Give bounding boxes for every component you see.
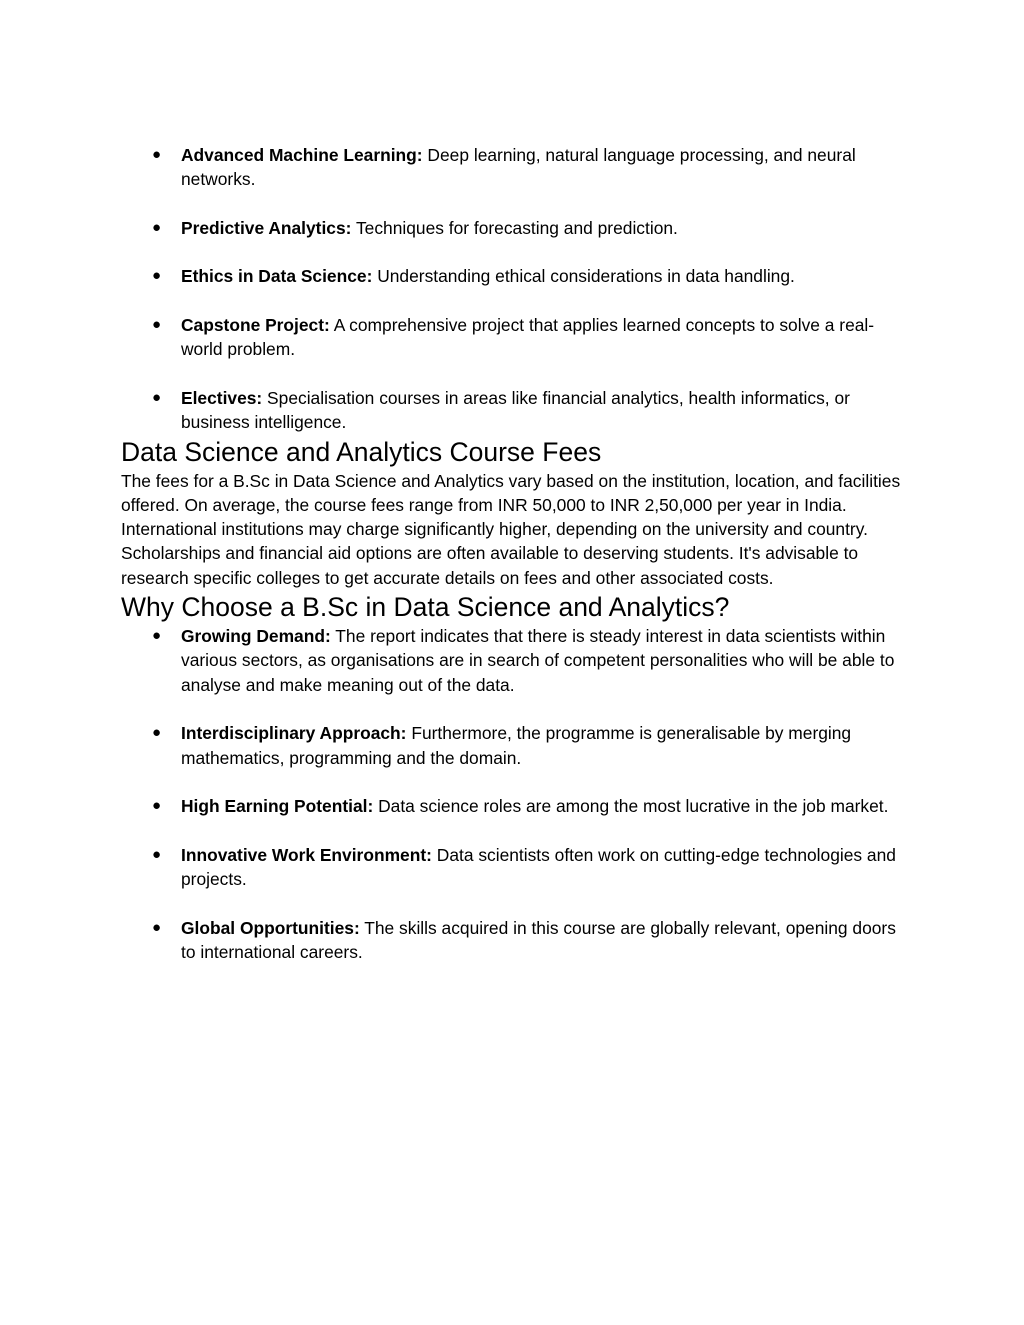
- list-item-text: Furthermore, the programme is generalisable by merging mathematics, programming and the domain.: [181, 723, 852, 768]
- list-item-term: Advanced Machine Learning:: [181, 145, 423, 165]
- list-item-text: Deep learning, natural language processing, and neural networks.: [181, 145, 856, 190]
- bullet-icon: ●: [152, 845, 162, 863]
- list-item: [121, 916, 911, 965]
- bullet-icon: ●: [152, 724, 162, 742]
- list-item: [121, 843, 911, 892]
- list-item: [121, 721, 911, 770]
- scholarship-paragraph: Scholarships and financial aid options are often available to deserving students. It's advisable to research specific colleges to get accurate details on fees and other associated costs.: [121, 543, 859, 588]
- document-page: [121, 143, 911, 964]
- list-item: [121, 313, 911, 362]
- list-item: [121, 264, 911, 288]
- list-item-text: Understanding ethical considerations in data handling.: [372, 266, 795, 287]
- list-item: [121, 216, 911, 240]
- list-item-term: Innovative Work Environment:: [181, 844, 432, 865]
- list-item-text: Techniques for forecasting and prediction.: [351, 217, 678, 238]
- list-item-term: Global Opportunities:: [181, 917, 360, 938]
- list-item-term: Predictive Analytics:: [181, 217, 352, 238]
- list-item: [121, 386, 911, 435]
- list-item-term: Capstone Project:: [181, 315, 330, 336]
- fees-paragraph: The fees for a B.Sc in Data Science and Analytics vary based on the institution, location, and facilities offered. On average, the course fees range from INR 50,000 to INR 2,50,000 per year in India. International institutions may charge significantly higher, depending on the university and country.: [121, 470, 901, 540]
- list-item-text: Data scientists often work on cutting-edge technologies and projects.: [181, 844, 896, 890]
- list-item-text: A comprehensive project that applies learned concepts to solve a real-world problem.: [181, 315, 875, 360]
- curriculum-list: [121, 143, 911, 435]
- list-item-term: Growing Demand:: [181, 626, 331, 647]
- bullet-icon: ●: [152, 267, 162, 285]
- bullet-icon: ●: [152, 316, 162, 334]
- why-section-title: Why Choose a B.Sc in Data Science and Analytics?: [121, 592, 730, 623]
- list-item: [121, 794, 911, 818]
- list-item: [121, 624, 911, 697]
- list-item-text: The report indicates that there is steady interest in data scientists within various sectors, as organisations are in search of competent personalities who will be able to analyse and make meaning out of the data.: [181, 626, 895, 695]
- bullet-icon: ●: [152, 146, 162, 163]
- list-item-term: Electives:: [181, 387, 263, 408]
- bullet-icon: ●: [152, 797, 162, 815]
- bullet-icon: ●: [152, 388, 162, 406]
- bullet-icon: ●: [152, 918, 162, 936]
- list-item-text: Data science roles are among the most lucrative in the job market.: [373, 796, 889, 817]
- list-item-term: High Earning Potential:: [181, 796, 374, 817]
- list-item-text: The skills acquired in this course are globally relevant, opening doors to international careers.: [181, 917, 896, 962]
- why-list: [121, 624, 911, 964]
- bullet-icon: ●: [152, 218, 162, 236]
- bullet-icon: ●: [152, 627, 162, 645]
- fees-section-title: Data Science and Analytics Course Fees: [121, 436, 602, 467]
- list-item-text: Specialisation courses in areas like financial analytics, health informatics, or business intelligence.: [181, 387, 850, 433]
- list-item-term: Interdisciplinary Approach:: [181, 723, 407, 744]
- list-item: [121, 143, 911, 192]
- list-item-term: Ethics in Data Science:: [181, 266, 373, 287]
